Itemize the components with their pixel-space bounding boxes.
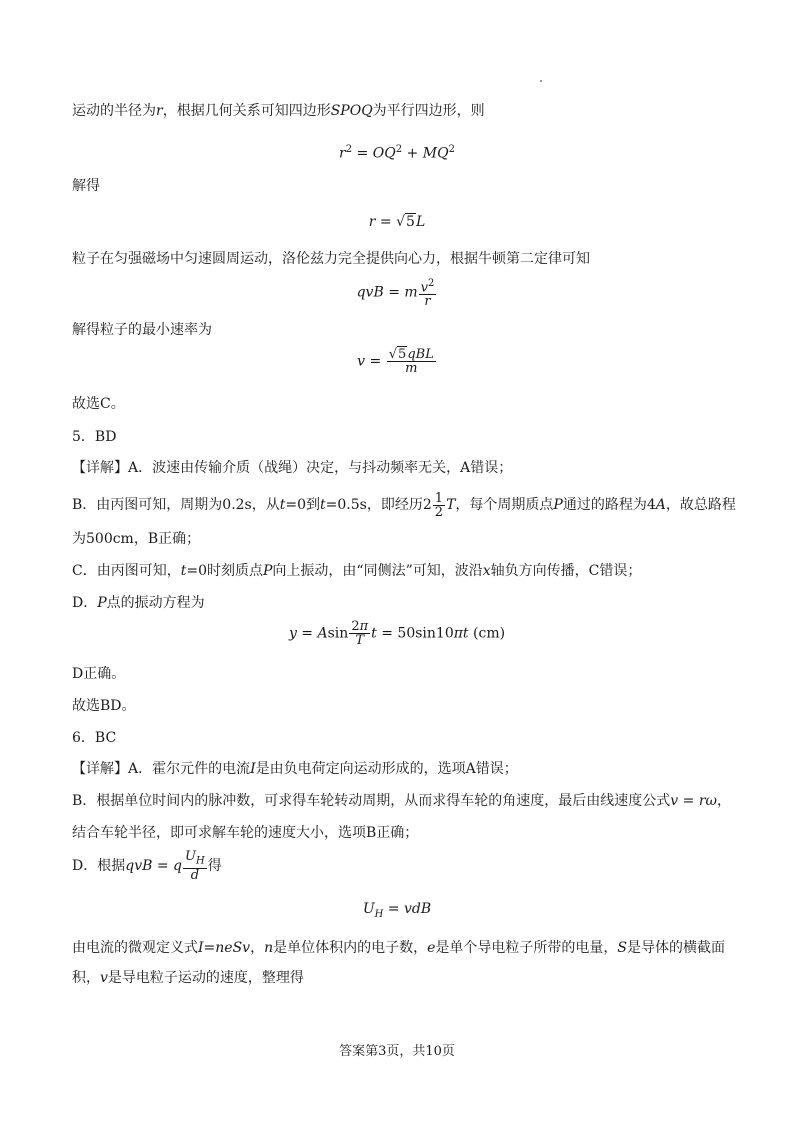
q6-micro-line2: 积，v是导电粒子运动的速度，整理得	[72, 970, 304, 986]
q5-option-b-line2: 为500cm，B正确；	[72, 531, 201, 547]
q6-micro-line1: 由电流的微观定义式I=neSv，n是单位体积内的电子数，e是单个导电粒子所带的电量，S是导体的横截面	[72, 940, 725, 956]
scan-dot	[540, 80, 542, 82]
equation-newton: qvB = m $\frac{v^2}{r}$	[356, 278, 435, 310]
question-5-heading: 5．BD	[72, 429, 117, 445]
equation-radius-value: r = √5L	[368, 214, 426, 230]
equation-vibration: y = Asin $\frac{2\pi}{T}$ t = 50sin10πt (cm)	[288, 619, 506, 648]
equation-hall-voltage: $U_H$ = vdB	[362, 901, 432, 920]
q5-answer: 故选BD。	[72, 698, 136, 714]
answer-choose-c: 故选C。	[72, 396, 125, 412]
label-solve-2: 解得粒子的最小速率为	[72, 322, 212, 338]
q5-option-b-line1: B．由丙图可知，周期为0.2s，从t=0到t=0.5s，即经历2 $\frac{1}{2}$ T，每个周期质点P通过的路程为4A，故总路程	[72, 490, 736, 520]
q6-option-d: D．根据qvB = q $\frac{U_H}{d}$ 得	[72, 849, 222, 883]
q6-option-a: 【详解】A．霍尔元件的电流I是由负电荷定向运动形成的，选项A错误；	[72, 761, 518, 777]
q5-option-a: 【详解】A．波速由传输介质（战绳）决定，与抖动频率无关，A错误；	[72, 460, 513, 476]
equation-radius-squared: $r^2 = OQ^2 + MQ^2$	[339, 144, 455, 162]
label-solve-1: 解得	[72, 178, 100, 194]
q5-option-c: C．由丙图可知，t=0时刻质点P向上振动，由“同侧法”可知，波沿x轴负方向传播，C错误；	[72, 563, 642, 579]
page-footer: 答案第3页，共10页	[339, 1044, 455, 1059]
equation-min-speed: v = $\frac{\text{√5qBL}}{m}$	[357, 347, 434, 376]
q5-d-correct: D正确。	[72, 666, 126, 682]
question-6-heading: 6．BC	[72, 730, 117, 746]
q6-option-b-line1: B．根据单位时间内的脉冲数，可求得车轮转动周期，从而求得车轮的角速度，最后由线速度公式v = rω，	[72, 793, 731, 809]
paragraph-radius: 运动的半径为r，根据几何关系可知四边形SPOQ为平行四边形，则	[72, 103, 485, 119]
paragraph-lorentz: 粒子在匀强磁场中匀速圆周运动，洛伦兹力完全提供向心力，根据牛顿第二定律可知	[72, 251, 590, 267]
q6-option-b-line2: 结合车轮半径，即可求解车轮的速度大小，选项B正确；	[72, 825, 419, 841]
q5-option-d: D．P点的振动方程为	[72, 595, 205, 611]
